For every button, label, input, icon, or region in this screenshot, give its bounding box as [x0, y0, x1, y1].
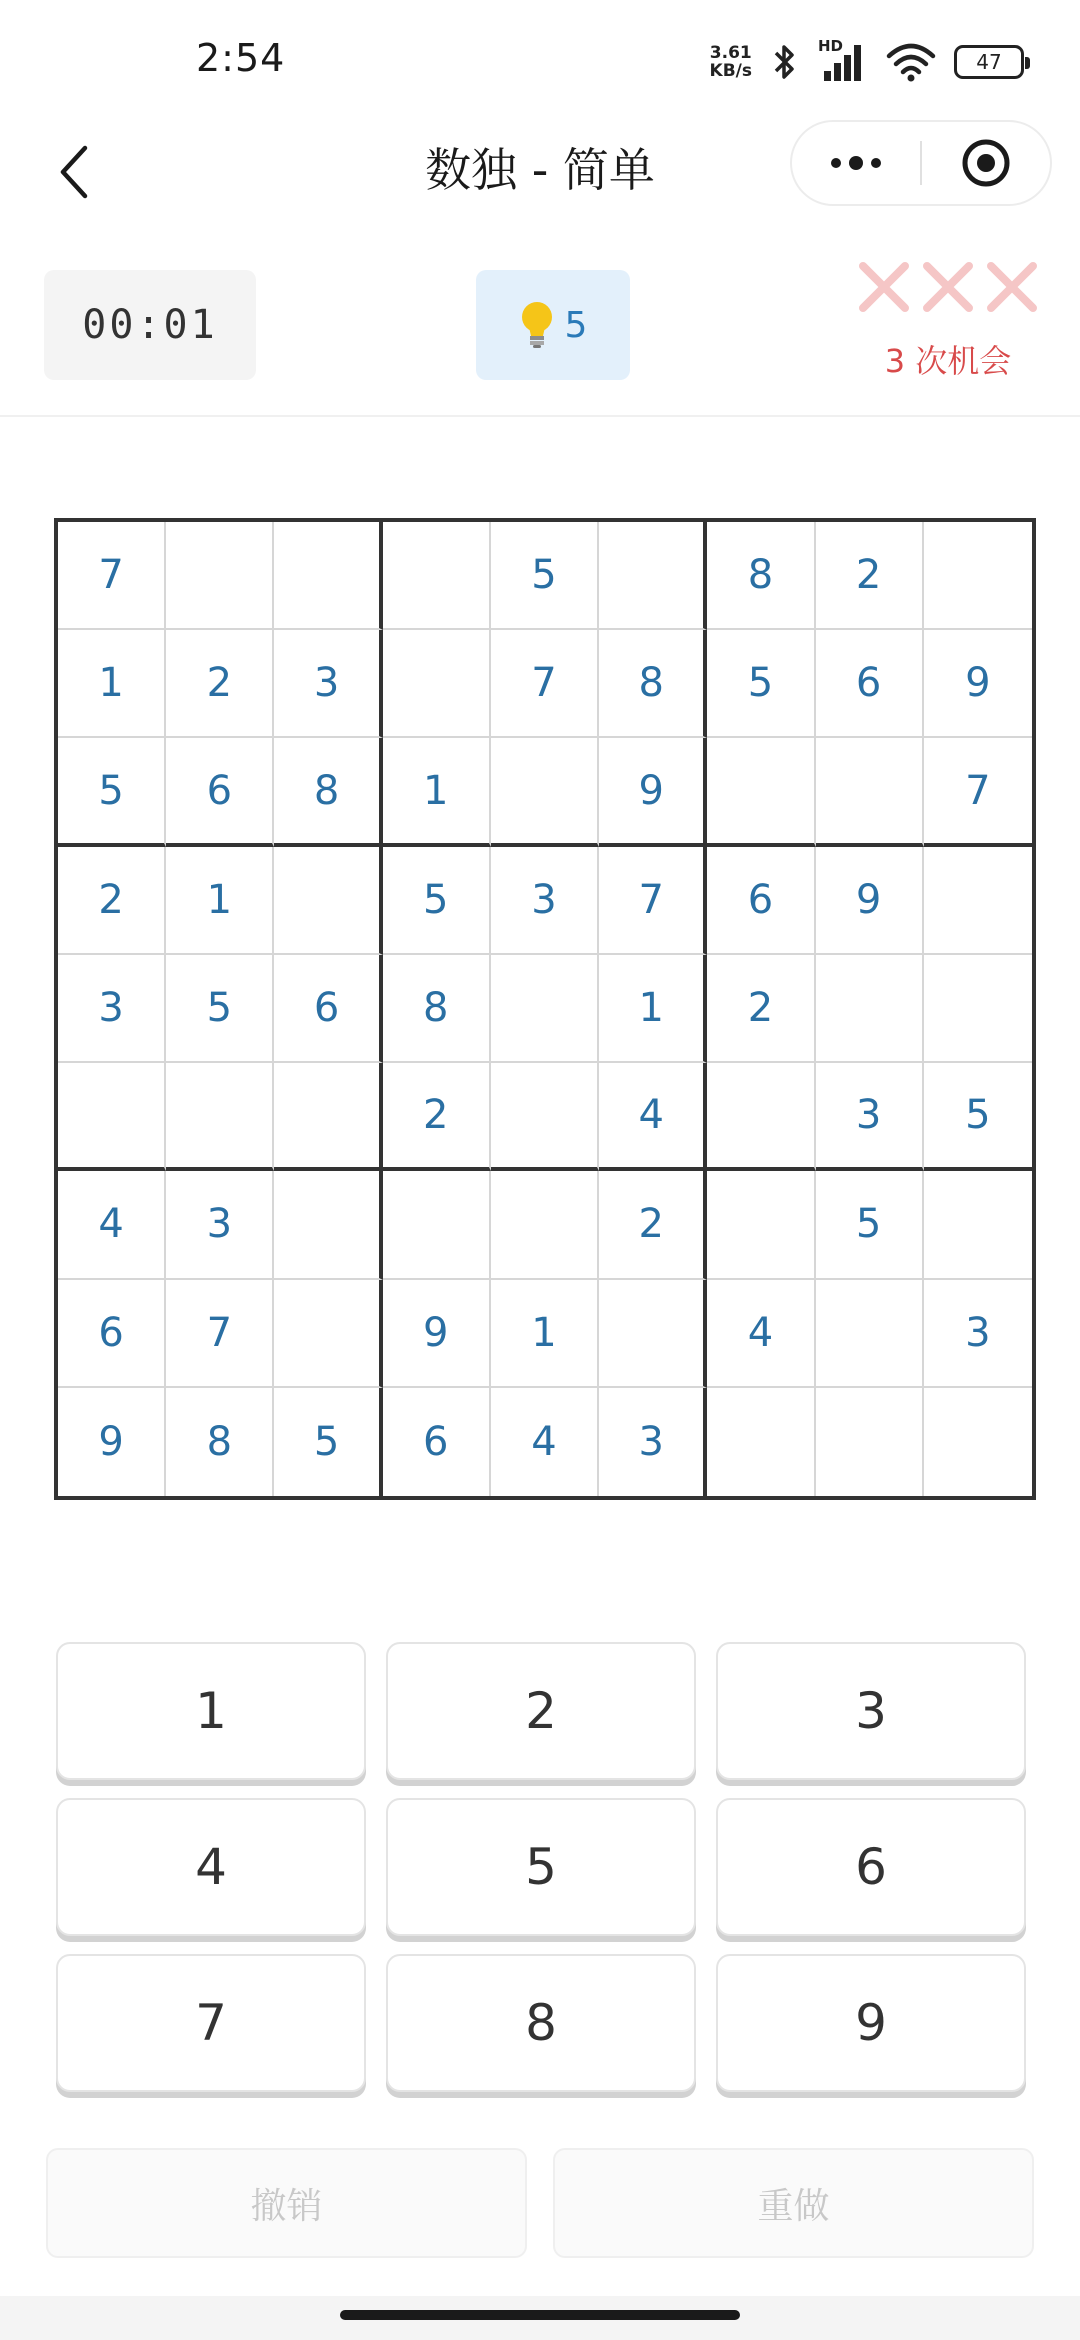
- sudoku-cell[interactable]: 6: [707, 847, 815, 955]
- sudoku-cell[interactable]: [924, 522, 1032, 630]
- sudoku-cell[interactable]: 4: [58, 1171, 166, 1279]
- sudoku-cell[interactable]: 2: [58, 847, 166, 955]
- lives-marks: [848, 258, 1048, 316]
- sudoku-cell[interactable]: [924, 1388, 1032, 1496]
- sudoku-cell[interactable]: [924, 847, 1032, 955]
- status-time: 2:54: [196, 36, 286, 80]
- sudoku-cell[interactable]: 5: [491, 522, 599, 630]
- sudoku-cell[interactable]: 6: [166, 738, 274, 846]
- sudoku-cell[interactable]: [707, 1171, 815, 1279]
- life-x-icon: [855, 258, 913, 316]
- sudoku-cell[interactable]: 8: [599, 630, 707, 738]
- sudoku-cell[interactable]: 4: [707, 1280, 815, 1388]
- battery-icon: 47: [954, 45, 1024, 79]
- sudoku-cell[interactable]: [707, 1063, 815, 1171]
- bluetooth-icon: [770, 42, 800, 82]
- sudoku-cell[interactable]: 3: [58, 955, 166, 1063]
- sudoku-cell[interactable]: 3: [599, 1388, 707, 1496]
- sudoku-cell[interactable]: 9: [599, 738, 707, 846]
- sudoku-cell[interactable]: [274, 1063, 382, 1171]
- sudoku-cell[interactable]: [383, 630, 491, 738]
- sudoku-cell[interactable]: [816, 955, 924, 1063]
- more-button[interactable]: [792, 122, 920, 204]
- sudoku-cell[interactable]: 4: [599, 1063, 707, 1171]
- sudoku-cell[interactable]: [816, 1280, 924, 1388]
- sudoku-cell[interactable]: 2: [816, 522, 924, 630]
- number-key[interactable]: 3: [716, 1642, 1026, 1780]
- sudoku-cell[interactable]: 6: [816, 630, 924, 738]
- sudoku-cell[interactable]: 1: [491, 1280, 599, 1388]
- sudoku-cell[interactable]: [274, 847, 382, 955]
- back-button[interactable]: [40, 132, 110, 212]
- number-key[interactable]: 7: [56, 1954, 366, 2092]
- wifi-icon: [886, 42, 936, 82]
- sudoku-cell[interactable]: [599, 1280, 707, 1388]
- sudoku-cell[interactable]: [924, 955, 1032, 1063]
- more-dots-icon: [826, 153, 886, 173]
- sudoku-cell[interactable]: 3: [166, 1171, 274, 1279]
- sudoku-cell[interactable]: [58, 1063, 166, 1171]
- sudoku-cell[interactable]: 5: [274, 1388, 382, 1496]
- life-x-icon: [919, 258, 977, 316]
- number-key[interactable]: 5: [386, 1798, 696, 1936]
- sudoku-cell[interactable]: 3: [924, 1280, 1032, 1388]
- number-key[interactable]: 2: [386, 1642, 696, 1780]
- hint-button[interactable]: [476, 270, 630, 380]
- sudoku-cell[interactable]: 1: [166, 847, 274, 955]
- sudoku-cell[interactable]: [274, 1280, 382, 1388]
- sudoku-cell[interactable]: [924, 1171, 1032, 1279]
- sudoku-cell[interactable]: 5: [924, 1063, 1032, 1171]
- number-key[interactable]: 6: [716, 1798, 1026, 1936]
- network-speed: 3.61 KB/s: [709, 43, 752, 81]
- sudoku-cell[interactable]: [491, 1063, 599, 1171]
- sudoku-cell[interactable]: [383, 522, 491, 630]
- sudoku-cell[interactable]: 9: [924, 630, 1032, 738]
- sudoku-cell[interactable]: 7: [166, 1280, 274, 1388]
- sudoku-cell[interactable]: [816, 738, 924, 846]
- sudoku-cell[interactable]: 1: [383, 738, 491, 846]
- number-key[interactable]: 8: [386, 1954, 696, 2092]
- sudoku-cell[interactable]: 8: [166, 1388, 274, 1496]
- sudoku-cell[interactable]: 6: [383, 1388, 491, 1496]
- lives-text: 3 次机会: [884, 342, 1012, 380]
- sudoku-cell[interactable]: 7: [599, 847, 707, 955]
- sudoku-cell[interactable]: 5: [707, 630, 815, 738]
- hint-count: 5: [564, 304, 588, 346]
- sudoku-cell[interactable]: [816, 1388, 924, 1496]
- status-bar: [0, 0, 1080, 120]
- sudoku-cell[interactable]: 5: [58, 738, 166, 846]
- sudoku-cell[interactable]: 1: [58, 630, 166, 738]
- sudoku-cell[interactable]: [491, 955, 599, 1063]
- sudoku-cell[interactable]: 9: [58, 1388, 166, 1496]
- number-key[interactable]: 4: [56, 1798, 366, 1936]
- sudoku-cell[interactable]: 5: [816, 1171, 924, 1279]
- sudoku-cell[interactable]: [166, 1063, 274, 1171]
- sudoku-cell[interactable]: 3: [491, 847, 599, 955]
- chevron-left-icon: [55, 144, 95, 200]
- sudoku-cell[interactable]: [166, 522, 274, 630]
- lightbulb-icon: [519, 300, 555, 350]
- sudoku-cell[interactable]: 6: [58, 1280, 166, 1388]
- sudoku-cell[interactable]: 9: [383, 1280, 491, 1388]
- mini-program-capsule: [790, 120, 1052, 206]
- sudoku-cell[interactable]: 2: [599, 1171, 707, 1279]
- sudoku-cell[interactable]: [274, 522, 382, 630]
- number-key[interactable]: 1: [56, 1642, 366, 1780]
- life-x-icon: [983, 258, 1041, 316]
- page-title: 数独 - 简单: [425, 143, 655, 197]
- nav-bar: [0, 120, 1080, 280]
- sudoku-cell[interactable]: 5: [383, 847, 491, 955]
- number-key[interactable]: 9: [716, 1954, 1026, 2092]
- header-divider: [0, 415, 1080, 417]
- sudoku-cell[interactable]: 1: [599, 955, 707, 1063]
- sudoku-cell[interactable]: 8: [274, 738, 382, 846]
- game-timer: 00:01: [44, 270, 256, 380]
- home-indicator: [340, 2310, 740, 2320]
- sudoku-cell[interactable]: 8: [707, 522, 815, 630]
- sudoku-cell[interactable]: [383, 1171, 491, 1279]
- sudoku-cell[interactable]: 2: [707, 955, 815, 1063]
- sudoku-cell[interactable]: 2: [166, 630, 274, 738]
- target-close-icon: [960, 137, 1012, 189]
- signal-icon: HD: [818, 41, 868, 83]
- status-icons: [710, 36, 1024, 88]
- sudoku-cell[interactable]: [707, 738, 815, 846]
- number-keypad: [56, 1642, 1026, 2092]
- sudoku-cell[interactable]: 8: [383, 955, 491, 1063]
- sudoku-cell[interactable]: 9: [816, 847, 924, 955]
- sudoku-board: [54, 518, 1036, 1500]
- sudoku-cell[interactable]: [491, 738, 599, 846]
- sudoku-cell[interactable]: 7: [924, 738, 1032, 846]
- sudoku-cell[interactable]: 7: [491, 630, 599, 738]
- action-bar: [46, 2148, 1034, 2258]
- sudoku-cell[interactable]: 4: [491, 1388, 599, 1496]
- sudoku-cell[interactable]: 2: [383, 1063, 491, 1171]
- redo-button[interactable]: 重做: [553, 2148, 1034, 2258]
- sudoku-cell[interactable]: 3: [274, 630, 382, 738]
- sudoku-cell[interactable]: 5: [166, 955, 274, 1063]
- undo-button[interactable]: 撤销: [46, 2148, 527, 2258]
- sudoku-cell[interactable]: [599, 522, 707, 630]
- sudoku-cell[interactable]: 3: [816, 1063, 924, 1171]
- sudoku-cell[interactable]: [491, 1171, 599, 1279]
- close-button[interactable]: [922, 122, 1050, 204]
- sudoku-cell[interactable]: 7: [58, 522, 166, 630]
- lives-indicator: [848, 258, 1048, 398]
- sudoku-cell[interactable]: [274, 1171, 382, 1279]
- sudoku-cell[interactable]: [707, 1388, 815, 1496]
- sudoku-cell[interactable]: 6: [274, 955, 382, 1063]
